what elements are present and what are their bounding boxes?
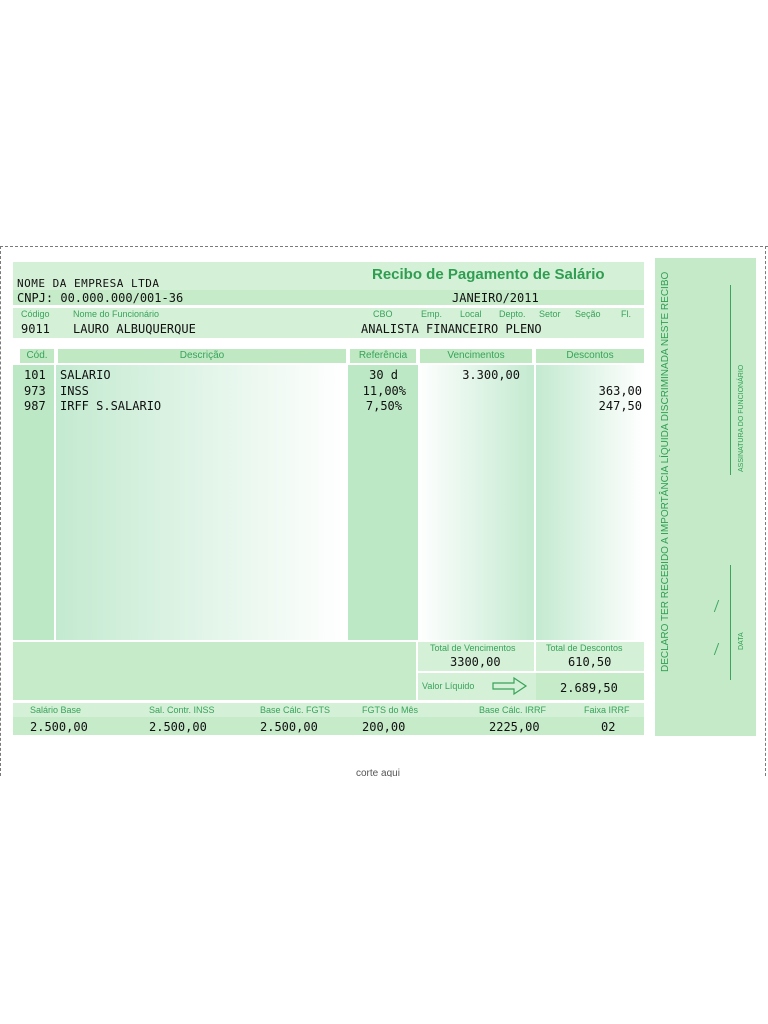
employee-code: 9011: [21, 322, 50, 336]
cut-label: corte aqui: [356, 768, 400, 777]
item-1-descontos: 363,00: [598, 384, 642, 398]
col-header-referencia: Referência: [350, 349, 416, 363]
col-header-vencimentos: Vencimentos: [420, 349, 532, 363]
footer-value-base-calc-irrf: 2225,00: [489, 720, 540, 734]
item-0-referencia: 30 d: [369, 368, 398, 382]
item-2-descricao: IRFF S.SALARIO: [60, 399, 162, 413]
total-vencimentos-value: 3300,00: [450, 655, 501, 669]
item-2-cod: 987: [24, 399, 46, 413]
total-descontos-label: Total de Descontos: [546, 643, 623, 653]
total-vencimentos-label: Total de Vencimentos: [430, 643, 516, 653]
signature-label: ASSINATURA DO FUNCIONÁRIO: [738, 364, 745, 472]
cut-line-top: [0, 246, 768, 247]
cut-line-left: [0, 246, 1, 776]
col-body-vencimentos: [418, 365, 534, 640]
item-2-referencia: 7,50%: [365, 399, 402, 413]
footer-value-faixa-irrf: 02: [601, 720, 616, 734]
footer-value-band: [13, 717, 644, 735]
col-header-descontos: Descontos: [536, 349, 644, 363]
employee-position: ANALISTA FINANCEIRO PLENO: [361, 322, 542, 336]
code-label: Código: [21, 309, 50, 319]
cnpj: CNPJ: 00.000.000/001-36: [17, 291, 184, 305]
name-label: Nome do Funcionário: [73, 309, 160, 319]
col-header-cod: Cód.: [20, 349, 54, 363]
setor-label: Setor: [539, 309, 561, 319]
signature-line: [730, 285, 731, 475]
footer-value-base-calc-fgts: 2.500,00: [260, 720, 318, 734]
period: JANEIRO/2011: [452, 291, 539, 305]
company-name: NOME DA EMPRESA LTDA: [17, 277, 160, 290]
footer-label-faixa-irrf: Faixa IRRF: [584, 705, 630, 715]
item-1-referencia: 11,00%: [362, 384, 406, 398]
item-0-cod: 101: [24, 368, 46, 382]
footer-value-sal-contr-inss: 2.500,00: [149, 720, 207, 734]
footer-label-base-calc-irrf: Base Cálc. IRRF: [479, 705, 547, 715]
date-line: [730, 565, 731, 680]
item-0-descricao: SALARIO: [60, 368, 111, 382]
liquido-value: 2.689,50: [560, 681, 618, 695]
footer-label-salario-base: Salário Base: [30, 705, 82, 715]
footer-value-fgts-mes: 200,00: [362, 720, 406, 734]
local-label: Local: [460, 309, 482, 319]
col-header-descricao: Descrição: [58, 349, 346, 363]
arrow-right-icon: [492, 677, 528, 695]
depto-label: Depto.: [499, 309, 526, 319]
employee-name: LAURO ALBUQUERQUE: [73, 322, 196, 336]
fl-label: Fl.: [621, 309, 631, 319]
cbo-label: CBO: [373, 309, 393, 319]
totals-left-block: [13, 642, 416, 700]
footer-label-fgts-mes: FGTS do Mês: [362, 705, 419, 715]
date-label: DATA: [738, 632, 745, 650]
total-descontos-value: 610,50: [568, 655, 612, 669]
liquido-label: Valor Líquido: [422, 681, 475, 691]
footer-value-salario-base: 2.500,00: [30, 720, 88, 734]
declaration-text: DECLARO TER RECEBIDO A IMPORTÂNCIA LÍQUIDA DISCRIMINADA NESTE RECIBO: [660, 271, 671, 672]
footer-label-sal-contr-inss: Sal. Contr. INSS: [149, 705, 215, 715]
receipt-title: Recibo de Pagamento de Salário: [372, 266, 605, 283]
item-1-cod: 973: [24, 384, 46, 398]
item-1-descricao: INSS: [60, 384, 89, 398]
footer-label-base-calc-fgts: Base Cálc. FGTS: [260, 705, 331, 715]
item-2-descontos: 247,50: [598, 399, 642, 413]
emp-label: Emp.: [421, 309, 443, 319]
cut-line-right: [765, 246, 766, 776]
secao-label: Seção: [575, 309, 601, 319]
item-0-vencimentos: 3.300,00: [462, 368, 520, 382]
